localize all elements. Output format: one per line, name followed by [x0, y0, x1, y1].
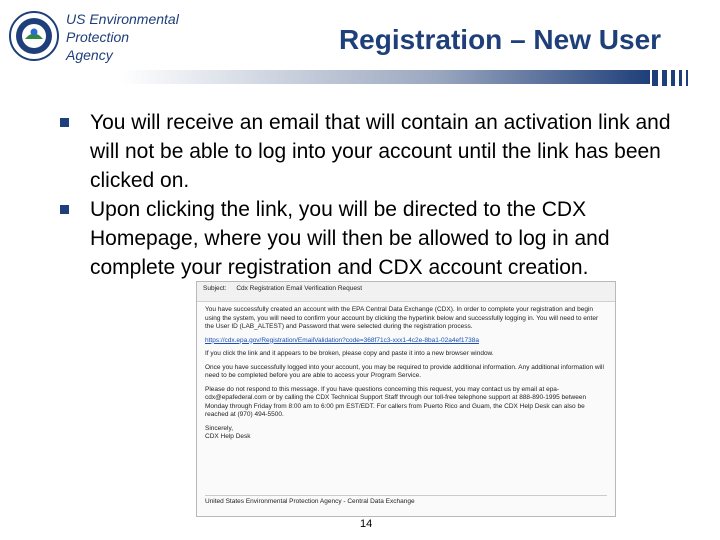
- bullet-square-icon: [60, 205, 69, 214]
- email-signoff: Sincerely,: [205, 424, 234, 432]
- agency-line: US Environmental: [66, 11, 179, 27]
- page-number: 14: [360, 518, 373, 530]
- email-paragraph: Once you have successfully logged into your account, you may be required to provide additional information. Any additional information will need to be completed before you are able to access your Program Service.: [205, 363, 604, 379]
- agency-name: [66, 10, 179, 64]
- email-subject: Cdx Registration Email Verification Request: [236, 285, 363, 292]
- bullet-list: [60, 108, 680, 282]
- header-decorative-bars: [0, 68, 720, 88]
- bullet-text: You will receive an email that will contain an activation link and will not be able to log into your account until the link has been clicked on.: [90, 111, 671, 192]
- bullet-item: [60, 108, 680, 195]
- email-screenshot: [196, 281, 616, 517]
- bullet-square-icon: [60, 118, 69, 127]
- bullet-item: [60, 195, 680, 282]
- email-activation-link[interactable]: https://cdx.epa.gov/Registration/EmailValidation?code=368f71c3-xxx1-4c2e-8ba1-02a4ef1738a: [205, 336, 479, 344]
- email-footer: United States Environmental Protection Agency - Central Data Exchange: [205, 495, 607, 507]
- email-body: [197, 302, 615, 442]
- email-paragraph: If you click the link and it appears to be broken, please copy and paste it into a new browser window.: [205, 350, 494, 357]
- bullet-text: Upon clicking the link, you will be directed to the CDX Homepage, where you will then be allowed to log in and complete your registration and CDX account creation.: [90, 198, 610, 279]
- slide-title: Registration – New User: [338, 24, 662, 55]
- epa-seal-logo: [8, 10, 60, 62]
- email-signoff: CDX Help Desk: [205, 433, 251, 440]
- email-header: [197, 282, 615, 302]
- agency-line: Agency: [66, 47, 113, 63]
- agency-line: Protection: [66, 29, 130, 45]
- email-subject-label: Subject:: [203, 285, 227, 292]
- email-paragraph: You have successfully created an account with the EPA Central Data Exchange (CDX). In order to complete your registration and begin using the system, you will need to confirm your account by clicking the hyperlink below and successfully logging in. You will need to enter the User ID (LAB_ALTEST) and Password that were selected during the registration process.: [205, 306, 599, 330]
- email-paragraph: Please do not respond to this message. If you have questions concerning this request, you may contact us by email at epa-cdx@epafederal.com or by calling the CDX Technical Support Staff through our toll-free telephone support at 888-890-1995 between Monday through Friday from 8:00 am to 6:00 pm EST/EDT. For callers from Puerto Rico and Guam, the CDX Help Desk can also be reached at (970) 494-5500.: [205, 385, 587, 418]
